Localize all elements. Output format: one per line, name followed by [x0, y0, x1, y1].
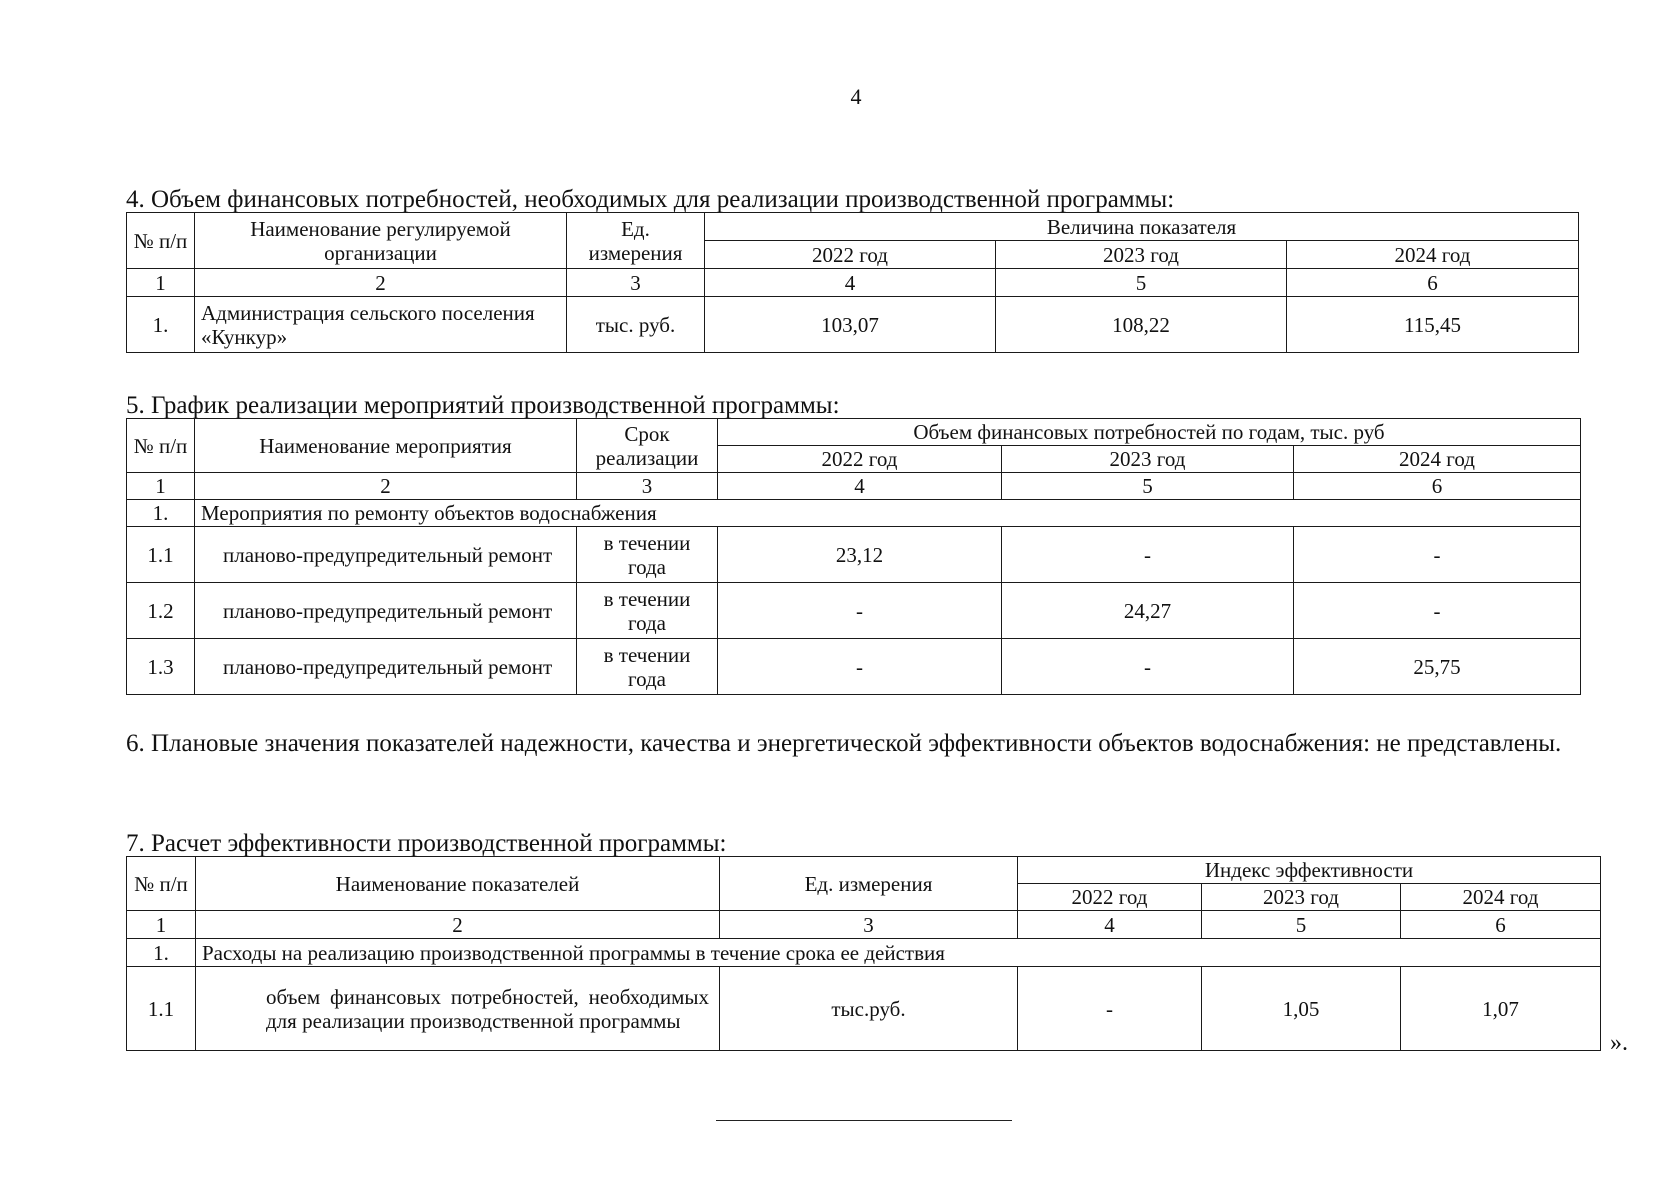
header-year-2022: 2022 год: [718, 446, 1002, 473]
header-year-2022: 2022 год: [1018, 884, 1202, 911]
row-value-2023: -: [1002, 527, 1294, 583]
header-year-2023: 2023 год: [996, 241, 1287, 269]
header-name: Наименование регулируемой организации: [195, 213, 567, 269]
row-value-2024: 1,07: [1401, 967, 1601, 1051]
col-number: 1: [127, 473, 195, 500]
row-value-2022: 23,12: [718, 527, 1002, 583]
section-6-paragraph: 6. Плановые значения показателей надежности, качества и энергетической эффективности объектов водоснабжения: не представлены.: [126, 730, 1562, 757]
group-row-label: Мероприятия по ремонту объектов водоснабжения: [195, 500, 1581, 527]
col-number: 2: [196, 911, 720, 939]
row-num: 1.: [127, 297, 195, 353]
row-name: Администрация сельского поселения «Кункур»: [195, 297, 567, 353]
section-7-heading: 7. Расчет эффективности производственной программы:: [126, 830, 727, 857]
row-value-2022: -: [718, 583, 1002, 639]
col-number: 5: [1202, 911, 1401, 939]
row-num: 1.3: [127, 639, 195, 695]
table-row: [127, 639, 1581, 695]
col-number: 4: [705, 269, 996, 297]
col-number: 6: [1287, 269, 1579, 297]
row-term: в течении года: [577, 583, 718, 639]
row-name: объем финансовых потребностей, необходимых для реализации производственной программы: [196, 967, 720, 1051]
row-name: планово-предупредительный ремонт: [195, 639, 577, 695]
header-year-2022: 2022 год: [705, 241, 996, 269]
row-value-2024: -: [1294, 527, 1581, 583]
col-number: 5: [1002, 473, 1294, 500]
header-year-2024: 2024 год: [1294, 446, 1581, 473]
row-value-2023: 24,27: [1002, 583, 1294, 639]
col-number: 4: [1018, 911, 1202, 939]
header-group: Величина показателя: [705, 213, 1579, 241]
row-name: планово-предупредительный ремонт: [195, 583, 577, 639]
row-value-2023: -: [1002, 639, 1294, 695]
table-row: [127, 527, 1581, 583]
row-term: в течении года: [577, 639, 718, 695]
col-number: 3: [577, 473, 718, 500]
group-row-num: 1.: [127, 939, 196, 967]
bottom-rule: [716, 1120, 1012, 1121]
table-row: [127, 967, 1601, 1051]
header-year-2023: 2023 год: [1202, 884, 1401, 911]
header-group: Индекс эффективности: [1018, 857, 1601, 884]
header-num: № п/п: [127, 419, 195, 473]
group-row-num: 1.: [127, 500, 195, 527]
header-group: Объем финансовых потребностей по годам, тыс. руб: [718, 419, 1581, 446]
col-number: 3: [720, 911, 1018, 939]
header-year-2024: 2024 год: [1287, 241, 1579, 269]
group-row: [127, 939, 1601, 967]
header-term: Срок реализации: [577, 419, 718, 473]
header-unit: Ед. измерения: [567, 213, 705, 269]
row-name: планово-предупредительный ремонт: [195, 527, 577, 583]
section-5-heading: 5. График реализации мероприятий производственной программы:: [126, 392, 840, 419]
column-numbers-row: [127, 473, 1581, 500]
col-number: 4: [718, 473, 1002, 500]
row-unit: тыс.руб.: [720, 967, 1018, 1051]
col-number: 3: [567, 269, 705, 297]
row-value-2023: 1,05: [1202, 967, 1401, 1051]
header-num: № п/п: [127, 857, 196, 911]
page-number: 4: [850, 84, 862, 109]
header-year-2023: 2023 год: [1002, 446, 1294, 473]
closing-quote: ».: [1610, 1030, 1628, 1056]
efficiency-table: [126, 856, 1601, 1051]
row-value-2022: -: [1018, 967, 1202, 1051]
group-row-label: Расходы на реализацию производственной программы в течение срока ее действия: [196, 939, 1601, 967]
row-num: 1.1: [127, 967, 196, 1051]
group-row: [127, 500, 1581, 527]
row-term: в течении года: [577, 527, 718, 583]
col-number: 1: [127, 269, 195, 297]
column-numbers-row: [127, 269, 1579, 297]
col-number: 6: [1401, 911, 1601, 939]
row-num: 1.1: [127, 527, 195, 583]
col-number: 2: [195, 269, 567, 297]
header-unit: Ед. измерения: [720, 857, 1018, 911]
header-name: Наименование показателей: [196, 857, 720, 911]
financial-needs-table: [126, 212, 1579, 353]
row-value-2023: 108,22: [996, 297, 1287, 353]
table-row: [127, 297, 1579, 353]
row-value-2022: 103,07: [705, 297, 996, 353]
col-number: 5: [996, 269, 1287, 297]
table-row: [127, 583, 1581, 639]
row-value-2024: 115,45: [1287, 297, 1579, 353]
col-number: 6: [1294, 473, 1581, 500]
schedule-table: [126, 418, 1581, 695]
header-name: Наименование мероприятия: [195, 419, 577, 473]
column-numbers-row: [127, 911, 1601, 939]
col-number: 2: [195, 473, 577, 500]
row-num: 1.2: [127, 583, 195, 639]
row-unit: тыс. руб.: [567, 297, 705, 353]
row-value-2024: -: [1294, 583, 1581, 639]
header-num: № п/п: [127, 213, 195, 269]
header-year-2024: 2024 год: [1401, 884, 1601, 911]
row-value-2024: 25,75: [1294, 639, 1581, 695]
row-value-2022: -: [718, 639, 1002, 695]
section-4-heading: 4. Объем финансовых потребностей, необходимых для реализации производственной программы:: [126, 186, 1175, 213]
col-number: 1: [127, 911, 196, 939]
